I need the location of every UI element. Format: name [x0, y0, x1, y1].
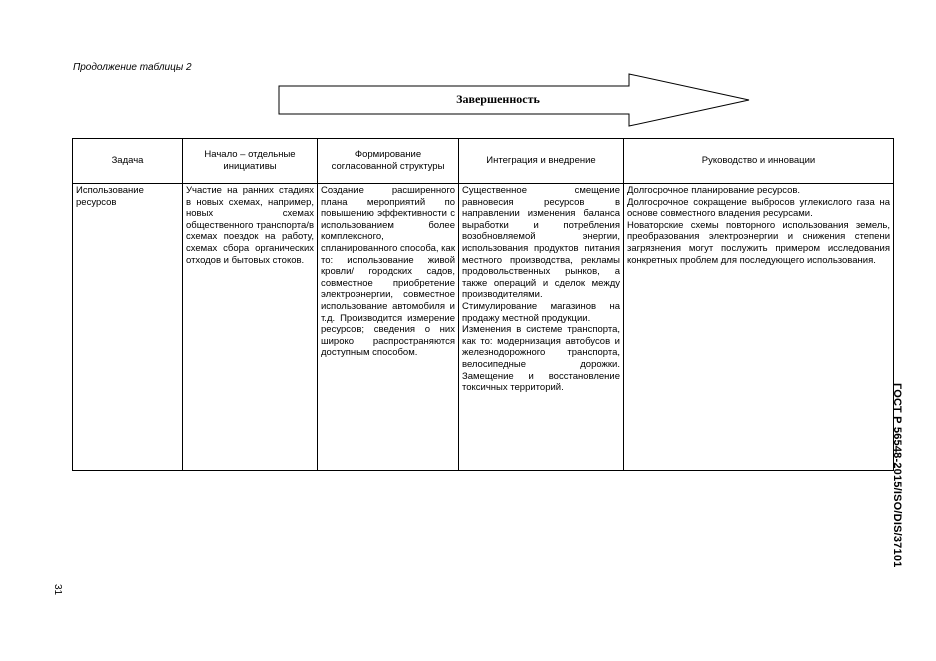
cell-structure: Создание расширенного плана мероприятий по повышению эффективности с использованием более комплексного, спланированного способа, как то: использование живой кровли/ городских садов, совместное приобретение электроэнергии, совместное использование автомобиля и т.д. Производится измерение ресурсов; сведения о них широко распространяются доступным способом.: [318, 184, 459, 471]
maturity-table: [72, 138, 894, 471]
arrow-label: Завершенность: [456, 92, 540, 106]
cell-paragraph: Существенное смещение равновесия ресурсов в направлении изменения баланса выработки и потребления возобновляемой энергии, использования продуктов питания местного производства, рекламы продовольственных рынков, а также операций и сделок между производителями.: [462, 185, 620, 301]
header-start: Начало – отдельные инициативы: [183, 139, 318, 184]
cell-paragraph: Изменения в системе транспорта, как то: модернизация автобусов и железнодорожного транспорта, велосипедные дорожки. Замещение и восстановление токсичных территорий.: [462, 324, 620, 394]
header-integration: Интеграция и внедрение: [459, 139, 624, 184]
table-continuation-caption: Продолжение таблицы 2: [73, 62, 192, 73]
cell-leadership: [624, 184, 894, 471]
header-leadership: Руководство и инновации: [624, 139, 894, 184]
table-header-row: [73, 139, 894, 184]
cell-paragraph: Новаторские схемы повторного использования земель, преобразования электроэнергии и снижения степени загрязнения могут послужить примером исследования конкретных проблем для последующего использования.: [627, 219, 890, 266]
header-structure: Формирование согласованной структуры: [318, 139, 459, 184]
cell-integration: [459, 184, 624, 471]
standard-code: ГОСТ Р 56548-2015/ISO/DIS/37101: [891, 383, 903, 568]
cell-paragraph: Долгосрочное планирование ресурсов.: [627, 185, 801, 196]
cell-paragraph: Стимулирование магазинов на продажу местной продукции.: [462, 300, 620, 324]
table-row: [73, 184, 894, 471]
page-number: 31: [52, 584, 63, 596]
cell-task: Использование ресурсов: [73, 184, 183, 471]
header-task: Задача: [73, 139, 183, 184]
cell-start: Участие на ранних стадиях в новых схемах, например, новых схемах общественного транспорта/в схемах поездок на работу, схемах сбора органических отходов и бытовых стоков.: [183, 184, 318, 471]
cell-paragraph: Долгосрочное сокращение выбросов углекислого газа на основе совместного владения ресурсами.: [627, 196, 890, 220]
